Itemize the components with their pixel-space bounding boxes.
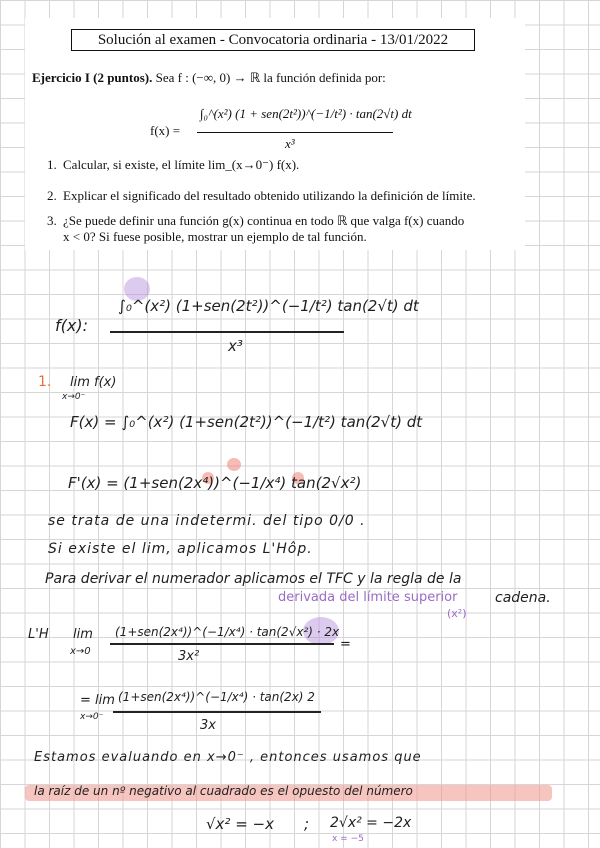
tfc-text: Para derivar el numerador aplicamos el TFC y la regla de la bbox=[45, 571, 462, 587]
exercise-heading bbox=[32, 70, 386, 86]
formula-fraction-bar bbox=[197, 132, 393, 133]
formula-lhs: f(x) = bbox=[150, 123, 181, 138]
equals-sign: = bbox=[340, 637, 351, 652]
cadena-text: cadena. bbox=[495, 590, 551, 606]
substitution-note: x = −5 bbox=[332, 834, 364, 844]
simplified-limit: = lim bbox=[80, 693, 115, 708]
indeterminate-text: se trata de una indetermi. del tipo 0/0 . bbox=[48, 513, 366, 529]
lhopital-label: L'H bbox=[28, 627, 49, 642]
negative-root-fact: la raíz de un nº negativo al cuadrado es el opuesto del número bbox=[34, 784, 413, 798]
lhopital-lim-subscript: x→0 bbox=[70, 646, 91, 657]
exercise-label: Ejercicio I (2 puntos). bbox=[32, 70, 153, 85]
F-prime: F'(x) = (1+sen(2x⁴))^(−1/x⁴) tan(2√x²) bbox=[68, 474, 362, 492]
question-1-number: 1. bbox=[47, 157, 57, 172]
limit-expression: lim f(x) bbox=[70, 375, 117, 390]
double-sqrt-identity: 2√x² = −2x bbox=[330, 815, 412, 831]
question-3-line-1: ¿Se puede definir una función g(x) continua en todo ℝ que valga f(x) cuando bbox=[63, 213, 465, 228]
evaluating-text: Estamos evaluando en x→0⁻ , entonces usamos que bbox=[34, 750, 422, 765]
simplified-numerator: (1+sen(2x⁴))^(−1/x⁴) · tan(2x) 2 bbox=[118, 690, 315, 704]
question-3-number: 3. bbox=[47, 213, 57, 228]
exponent-highlight bbox=[227, 458, 241, 471]
exam-title: Solución al examen - Convocatoria ordinaria - 13/01/2022 bbox=[71, 29, 475, 51]
simplified-denominator: 3x bbox=[200, 718, 216, 733]
lhopital-denominator: 3x² bbox=[178, 649, 200, 664]
semicolon: ; bbox=[304, 815, 310, 833]
formula-numerator: ∫₀^(x²) (1 + sen(2t²))^(−1/t²) · tan(2√t) dt bbox=[200, 106, 412, 121]
fx-denominator: x³ bbox=[228, 337, 243, 355]
fx-numerator: ∫₀^(x²) (1+sen(2t²))^(−1/t²) tan(2√t) dt bbox=[118, 297, 419, 315]
upper-limit-derivative-note: derivada del límite superior bbox=[278, 590, 458, 605]
F-definition: F(x) = ∫₀^(x²) (1+sen(2t²))^(−1/t²) tan(2√t) dt bbox=[70, 413, 423, 431]
formula-denominator: x³ bbox=[285, 136, 295, 151]
fx-label: f(x): bbox=[55, 316, 88, 335]
lhopital-numerator: (1+sen(2x⁴))^(−1/x⁴) · tan(2√x²) · 2x bbox=[115, 625, 340, 639]
x-squared-note: (x²) bbox=[447, 607, 467, 620]
question-3-line-2: x < 0? Si fuese posible, mostrar un ejemplo de tal función. bbox=[63, 229, 367, 244]
question-2: Explicar el significado del resultado obtenido utilizando la definición de límite. bbox=[63, 188, 476, 203]
exam-statement bbox=[25, 18, 525, 250]
sqrt-identity: √x² = −x bbox=[206, 815, 274, 833]
simplified-limit-subscript: x→0⁻ bbox=[80, 712, 104, 722]
lhopital-fraction-bar bbox=[110, 643, 334, 645]
question-1: Calcular, si existe, el límite lim_(x→0⁻) f(x). bbox=[63, 157, 300, 172]
lhopital-text: Si existe el lim, aplicamos L'Hôp. bbox=[48, 541, 313, 557]
lhopital-lim: lim bbox=[73, 627, 93, 642]
simplified-fraction-bar bbox=[113, 711, 321, 713]
question-2-number: 2. bbox=[47, 188, 57, 203]
exercise-intro: Sea f : (−∞, 0) → ℝ la función definida por: bbox=[155, 70, 386, 85]
limit-subscript: x→0⁻ bbox=[62, 392, 86, 402]
fx-fraction-bar bbox=[110, 331, 344, 333]
item-number-1: 1. bbox=[38, 374, 52, 390]
